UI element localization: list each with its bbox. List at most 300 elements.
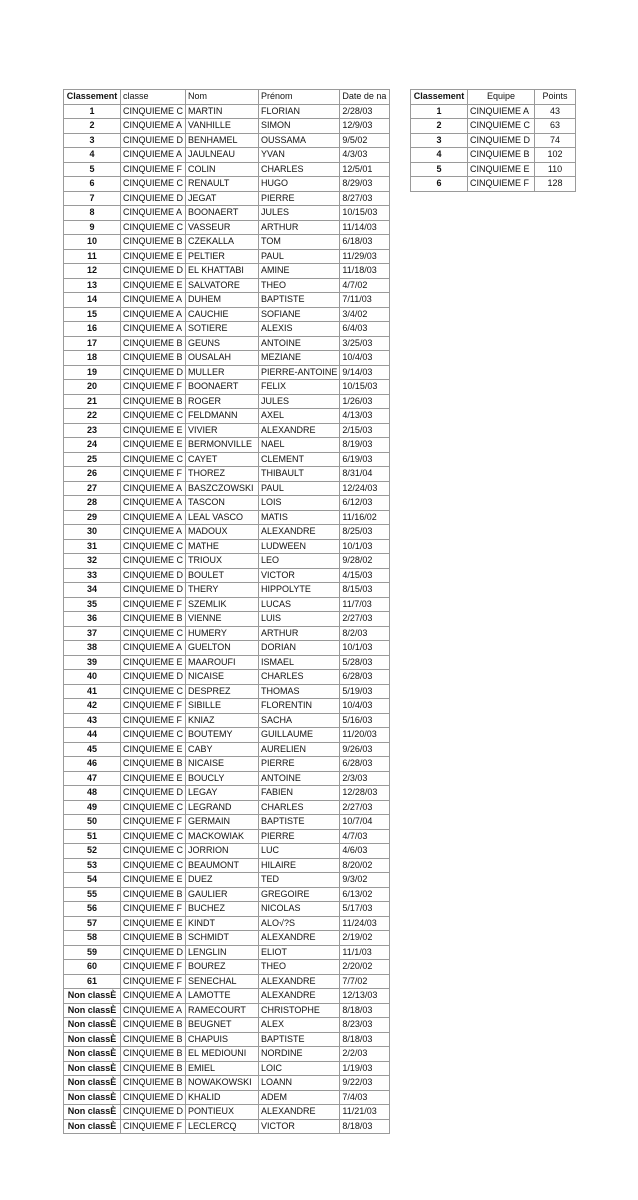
prenom-cell: LOIC: [259, 1061, 340, 1076]
classe-cell: CINQUIEME D: [121, 568, 186, 583]
prenom-cell: ANTOINE: [259, 771, 340, 786]
date-cell: 8/31/04: [340, 467, 390, 482]
prenom-cell: ARTHUR: [259, 626, 340, 641]
classe-cell: CINQUIEME B: [121, 1018, 186, 1033]
nom-cell: GEUNS: [186, 336, 259, 351]
date-cell: 10/1/03: [340, 641, 390, 656]
prenom-cell: JULES: [259, 206, 340, 221]
prenom-cell: FELIX: [259, 380, 340, 395]
classe-cell: CINQUIEME F: [121, 1119, 186, 1134]
table-row: [64, 699, 390, 714]
table-row: [64, 510, 390, 525]
classe-cell: CINQUIEME F: [121, 902, 186, 917]
prenom-cell: TED: [259, 873, 340, 888]
classe-cell: CINQUIEME C: [121, 800, 186, 815]
nom-cell: DUHEM: [186, 293, 259, 308]
date-cell: 12/13/03: [340, 989, 390, 1004]
prenom-cell: PAUL: [259, 481, 340, 496]
prenom-cell: PIERRE: [259, 829, 340, 844]
nom-cell: BOONAERT: [186, 380, 259, 395]
nom-cell: LEAL VASCO: [186, 510, 259, 525]
date-cell: 10/15/03: [340, 380, 390, 395]
table-row: [64, 539, 390, 554]
prenom-cell: ALEXANDRE: [259, 1105, 340, 1120]
classe-cell: CINQUIEME F: [121, 380, 186, 395]
classe-cell: CINQUIEME C: [121, 177, 186, 192]
rank-cell: 52: [64, 844, 121, 859]
table-row: [64, 423, 390, 438]
nom-cell: MADOUX: [186, 525, 259, 540]
prenom-cell: SACHA: [259, 713, 340, 728]
date-cell: 11/29/03: [340, 249, 390, 264]
prenom-cell: SOFIANE: [259, 307, 340, 322]
table-row: [64, 481, 390, 496]
classe-cell: CINQUIEME E: [121, 655, 186, 670]
rank-cell: 35: [64, 597, 121, 612]
rank-cell: 53: [64, 858, 121, 873]
prenom-cell: CHARLES: [259, 670, 340, 685]
date-cell: 4/13/03: [340, 409, 390, 424]
nom-cell: KINDT: [186, 916, 259, 931]
table-row: [64, 887, 390, 902]
prenom-cell: ALEXANDRE: [259, 974, 340, 989]
rank-cell: 54: [64, 873, 121, 888]
nom-cell: BENHAMEL: [186, 133, 259, 148]
prenom-cell: LOANN: [259, 1076, 340, 1091]
date-cell: 8/18/03: [340, 1119, 390, 1134]
nom-cell: DESPREZ: [186, 684, 259, 699]
classe-cell: CINQUIEME B: [121, 235, 186, 250]
classe-cell: CINQUIEME E: [121, 249, 186, 264]
date-cell: 2/27/03: [340, 800, 390, 815]
rank-cell: 19: [64, 365, 121, 380]
prenom-cell: YVAN: [259, 148, 340, 163]
header-prenom: Prénom: [259, 90, 340, 105]
nom-cell: SENECHAL: [186, 974, 259, 989]
date-cell: 5/16/03: [340, 713, 390, 728]
classe-cell: CINQUIEME A: [121, 119, 186, 134]
rank-cell: 25: [64, 452, 121, 467]
points-cell: 128: [535, 177, 576, 192]
date-cell: 10/7/04: [340, 815, 390, 830]
classe-cell: CINQUIEME B: [121, 1032, 186, 1047]
prenom-cell: CHARLES: [259, 162, 340, 177]
date-cell: 9/28/02: [340, 554, 390, 569]
rank-cell: Non classÈ: [64, 1090, 121, 1105]
table-row: [64, 452, 390, 467]
date-cell: 4/7/03: [340, 829, 390, 844]
rank-cell: 43: [64, 713, 121, 728]
classe-cell: CINQUIEME E: [121, 873, 186, 888]
prenom-cell: BAPTISTE: [259, 1032, 340, 1047]
table-row: [64, 365, 390, 380]
classe-cell: CINQUIEME B: [121, 757, 186, 772]
prenom-cell: GUILLAUME: [259, 728, 340, 743]
nom-cell: CAUCHIE: [186, 307, 259, 322]
table-row: [64, 351, 390, 366]
classe-cell: CINQUIEME D: [121, 670, 186, 685]
table-row: [64, 1076, 390, 1091]
table-row: [64, 1090, 390, 1105]
nom-cell: SOTIERE: [186, 322, 259, 337]
nom-cell: LEGRAND: [186, 800, 259, 815]
rank-cell: 11: [64, 249, 121, 264]
rank-cell: 13: [64, 278, 121, 293]
prenom-cell: ALEXANDRE: [259, 423, 340, 438]
date-cell: 4/6/03: [340, 844, 390, 859]
prenom-cell: MATIS: [259, 510, 340, 525]
table-row: [64, 220, 390, 235]
classe-cell: CINQUIEME B: [121, 394, 186, 409]
prenom-cell: PIERRE-ANTOINE: [259, 365, 340, 380]
table-row: [64, 742, 390, 757]
table-row: [64, 757, 390, 772]
date-cell: 2/28/03: [340, 104, 390, 119]
table-row: [64, 771, 390, 786]
date-cell: 9/5/02: [340, 133, 390, 148]
classe-cell: CINQUIEME F: [121, 713, 186, 728]
nom-cell: NOWAKOWSKI: [186, 1076, 259, 1091]
rank-cell: 8: [64, 206, 121, 221]
prenom-cell: DORIAN: [259, 641, 340, 656]
classe-cell: CINQUIEME E: [121, 771, 186, 786]
date-cell: 12/24/03: [340, 481, 390, 496]
nom-cell: RAMECOURT: [186, 1003, 259, 1018]
prenom-cell: ARTHUR: [259, 220, 340, 235]
prenom-cell: FLORENTIN: [259, 699, 340, 714]
table-row: [64, 467, 390, 482]
prenom-cell: LUIS: [259, 612, 340, 627]
rank-cell: 44: [64, 728, 121, 743]
date-cell: 6/12/03: [340, 496, 390, 511]
nom-cell: CHAPUIS: [186, 1032, 259, 1047]
rank-cell: 4: [64, 148, 121, 163]
rank-cell: 50: [64, 815, 121, 830]
points-cell: 74: [535, 133, 576, 148]
prenom-cell: AMINE: [259, 264, 340, 279]
date-cell: 8/18/03: [340, 1003, 390, 1018]
nom-cell: VASSEUR: [186, 220, 259, 235]
rank-cell: Non classÈ: [64, 1061, 121, 1076]
classe-cell: CINQUIEME E: [121, 742, 186, 757]
prenom-cell: JULES: [259, 394, 340, 409]
classe-cell: CINQUIEME F: [121, 597, 186, 612]
rank-cell: 59: [64, 945, 121, 960]
nom-cell: EL KHATTABI: [186, 264, 259, 279]
rank-cell: 36: [64, 612, 121, 627]
rank-cell: 3: [411, 133, 468, 148]
table-row: [64, 554, 390, 569]
date-cell: 10/15/03: [340, 206, 390, 221]
rank-cell: 57: [64, 916, 121, 931]
rank-cell: Non classÈ: [64, 1018, 121, 1033]
table-row: [411, 133, 576, 148]
nom-cell: JEGAT: [186, 191, 259, 206]
table-row: [64, 800, 390, 815]
classe-cell: CINQUIEME A: [121, 525, 186, 540]
nom-cell: CAYET: [186, 452, 259, 467]
rank-cell: Non classÈ: [64, 1047, 121, 1062]
classe-cell: CINQUIEME B: [121, 1047, 186, 1062]
rank-cell: 9: [64, 220, 121, 235]
prenom-cell: NAEL: [259, 438, 340, 453]
nom-cell: BOUTEMY: [186, 728, 259, 743]
table-row: [64, 713, 390, 728]
nom-cell: HUMERY: [186, 626, 259, 641]
rank-cell: 47: [64, 771, 121, 786]
rank-cell: 37: [64, 626, 121, 641]
prenom-cell: BAPTISTE: [259, 293, 340, 308]
table-row: [64, 235, 390, 250]
rank-cell: 48: [64, 786, 121, 801]
nom-cell: SZEMLIK: [186, 597, 259, 612]
classe-cell: CINQUIEME A: [121, 322, 186, 337]
nom-cell: DUEZ: [186, 873, 259, 888]
prenom-cell: ALO√?S: [259, 916, 340, 931]
date-cell: 11/24/03: [340, 916, 390, 931]
date-cell: 9/3/02: [340, 873, 390, 888]
prenom-cell: VICTOR: [259, 568, 340, 583]
classe-cell: CINQUIEME D: [121, 133, 186, 148]
date-cell: 1/19/03: [340, 1061, 390, 1076]
classe-cell: CINQUIEME B: [121, 336, 186, 351]
nom-cell: TASCON: [186, 496, 259, 511]
table-row: [64, 191, 390, 206]
classe-cell: CINQUIEME F: [121, 467, 186, 482]
prenom-cell: AXEL: [259, 409, 340, 424]
rank-cell: 14: [64, 293, 121, 308]
rank-cell: 27: [64, 481, 121, 496]
table-row: [64, 916, 390, 931]
date-cell: 2/19/02: [340, 931, 390, 946]
classe-cell: CINQUIEME D: [121, 365, 186, 380]
table-row: [64, 786, 390, 801]
rank-cell: 61: [64, 974, 121, 989]
date-cell: 12/28/03: [340, 786, 390, 801]
date-cell: 4/15/03: [340, 568, 390, 583]
nom-cell: RENAULT: [186, 177, 259, 192]
date-cell: 2/2/03: [340, 1047, 390, 1062]
prenom-cell: HILAIRE: [259, 858, 340, 873]
date-cell: 8/23/03: [340, 1018, 390, 1033]
nom-cell: COLIN: [186, 162, 259, 177]
table-row: [64, 931, 390, 946]
table-row: [64, 1032, 390, 1047]
table-row: [411, 148, 576, 163]
nom-cell: GERMAIN: [186, 815, 259, 830]
header-nom: Nom: [186, 90, 259, 105]
table-row: [64, 438, 390, 453]
rank-cell: 28: [64, 496, 121, 511]
date-cell: 9/26/03: [340, 742, 390, 757]
nom-cell: BOULET: [186, 568, 259, 583]
date-cell: 7/4/03: [340, 1090, 390, 1105]
prenom-cell: THOMAS: [259, 684, 340, 699]
nom-cell: BOONAERT: [186, 206, 259, 221]
prenom-cell: CHARLES: [259, 800, 340, 815]
date-cell: 6/13/02: [340, 887, 390, 902]
nom-cell: SCHMIDT: [186, 931, 259, 946]
table-row: [64, 728, 390, 743]
classe-cell: CINQUIEME A: [121, 206, 186, 221]
table-row: [64, 206, 390, 221]
date-cell: 12/5/01: [340, 162, 390, 177]
prenom-cell: LUCAS: [259, 597, 340, 612]
rank-cell: 17: [64, 336, 121, 351]
date-cell: 10/4/03: [340, 351, 390, 366]
header-row: [64, 90, 390, 105]
prenom-cell: LUC: [259, 844, 340, 859]
table-row: [64, 568, 390, 583]
rank-cell: 46: [64, 757, 121, 772]
nom-cell: NICAISE: [186, 757, 259, 772]
rank-cell: 5: [64, 162, 121, 177]
table-row: [64, 409, 390, 424]
rank-cell: 55: [64, 887, 121, 902]
nom-cell: GAULIER: [186, 887, 259, 902]
prenom-cell: ALEXIS: [259, 322, 340, 337]
date-cell: 11/14/03: [340, 220, 390, 235]
nom-cell: EMIEL: [186, 1061, 259, 1076]
date-cell: 2/20/02: [340, 960, 390, 975]
nom-cell: BOUCLY: [186, 771, 259, 786]
date-cell: 10/1/03: [340, 539, 390, 554]
classe-cell: CINQUIEME D: [121, 264, 186, 279]
classe-cell: CINQUIEME F: [121, 960, 186, 975]
date-cell: 11/1/03: [340, 945, 390, 960]
nom-cell: BEUGNET: [186, 1018, 259, 1033]
table-row: [64, 525, 390, 540]
classe-cell: CINQUIEME A: [121, 293, 186, 308]
prenom-cell: PIERRE: [259, 757, 340, 772]
classe-cell: CINQUIEME C: [121, 539, 186, 554]
classe-cell: CINQUIEME B: [121, 1061, 186, 1076]
date-cell: 2/3/03: [340, 771, 390, 786]
date-cell: 10/4/03: [340, 699, 390, 714]
classe-cell: CINQUIEME C: [121, 554, 186, 569]
classe-cell: CINQUIEME C: [121, 104, 186, 119]
prenom-cell: FLORIAN: [259, 104, 340, 119]
date-cell: 6/19/03: [340, 452, 390, 467]
table-row: [64, 148, 390, 163]
table-row: [64, 1119, 390, 1134]
classe-cell: CINQUIEME F: [121, 162, 186, 177]
rank-cell: 26: [64, 467, 121, 482]
rank-cell: 33: [64, 568, 121, 583]
equipe-cell: CINQUIEME F: [468, 177, 535, 192]
rank-cell: Non classÈ: [64, 1003, 121, 1018]
nom-cell: PONTIEUX: [186, 1105, 259, 1120]
nom-cell: FELDMANN: [186, 409, 259, 424]
rank-cell: 6: [64, 177, 121, 192]
table-row: [64, 873, 390, 888]
prenom-cell: NICOLAS: [259, 902, 340, 917]
date-cell: 3/25/03: [340, 336, 390, 351]
classe-cell: CINQUIEME D: [121, 1090, 186, 1105]
equipe-cell: CINQUIEME A: [468, 104, 535, 119]
nom-cell: BUCHEZ: [186, 902, 259, 917]
prenom-cell: ALEX: [259, 1018, 340, 1033]
prenom-cell: HUGO: [259, 177, 340, 192]
classe-cell: CINQUIEME F: [121, 974, 186, 989]
nom-cell: MULLER: [186, 365, 259, 380]
rank-cell: 39: [64, 655, 121, 670]
table-row: [64, 858, 390, 873]
rank-cell: Non classÈ: [64, 1032, 121, 1047]
rank-cell: 2: [411, 119, 468, 134]
prenom-cell: CHRISTOPHE: [259, 1003, 340, 1018]
rank-cell: 56: [64, 902, 121, 917]
date-cell: 6/28/03: [340, 670, 390, 685]
rank-cell: 18: [64, 351, 121, 366]
date-cell: 4/3/03: [340, 148, 390, 163]
rank-cell: 10: [64, 235, 121, 250]
rank-cell: 1: [411, 104, 468, 119]
classe-cell: CINQUIEME C: [121, 728, 186, 743]
date-cell: 6/4/03: [340, 322, 390, 337]
rank-cell: 20: [64, 380, 121, 395]
team-ranking-table: [410, 89, 576, 192]
date-cell: 2/27/03: [340, 612, 390, 627]
nom-cell: JORRION: [186, 844, 259, 859]
nom-cell: NICAISE: [186, 670, 259, 685]
table-row: [64, 1047, 390, 1062]
prenom-cell: CLEMENT: [259, 452, 340, 467]
table-row: [411, 162, 576, 177]
nom-cell: JAULNEAU: [186, 148, 259, 163]
classe-cell: CINQUIEME C: [121, 220, 186, 235]
nom-cell: MACKOWIAK: [186, 829, 259, 844]
table-row: [411, 177, 576, 192]
classe-cell: CINQUIEME A: [121, 1003, 186, 1018]
date-cell: 9/22/03: [340, 1076, 390, 1091]
table-row: [411, 104, 576, 119]
classe-cell: CINQUIEME B: [121, 612, 186, 627]
prenom-cell: FABIEN: [259, 786, 340, 801]
table-row: [64, 655, 390, 670]
rank-cell: 5: [411, 162, 468, 177]
prenom-cell: GREGOIRE: [259, 887, 340, 902]
header-points: Points: [535, 90, 576, 105]
rank-cell: 34: [64, 583, 121, 598]
classe-cell: CINQUIEME A: [121, 481, 186, 496]
rank-cell: 15: [64, 307, 121, 322]
rank-cell: 32: [64, 554, 121, 569]
date-cell: 2/15/03: [340, 423, 390, 438]
table-row: [64, 1018, 390, 1033]
prenom-cell: TOM: [259, 235, 340, 250]
header-equipe: Equipe: [468, 90, 535, 105]
date-cell: 5/17/03: [340, 902, 390, 917]
table-row: [64, 249, 390, 264]
nom-cell: VANHILLE: [186, 119, 259, 134]
nom-cell: BOUREZ: [186, 960, 259, 975]
rank-cell: 2: [64, 119, 121, 134]
table-row: [64, 902, 390, 917]
equipe-cell: CINQUIEME D: [468, 133, 535, 148]
classe-cell: CINQUIEME E: [121, 916, 186, 931]
rank-cell: 12: [64, 264, 121, 279]
prenom-cell: OUSSAMA: [259, 133, 340, 148]
rank-cell: 49: [64, 800, 121, 815]
classe-cell: CINQUIEME C: [121, 452, 186, 467]
classe-cell: CINQUIEME B: [121, 887, 186, 902]
date-cell: 8/18/03: [340, 1032, 390, 1047]
rank-cell: 40: [64, 670, 121, 685]
table-row: [64, 133, 390, 148]
table-row: [64, 684, 390, 699]
rank-cell: Non classÈ: [64, 989, 121, 1004]
